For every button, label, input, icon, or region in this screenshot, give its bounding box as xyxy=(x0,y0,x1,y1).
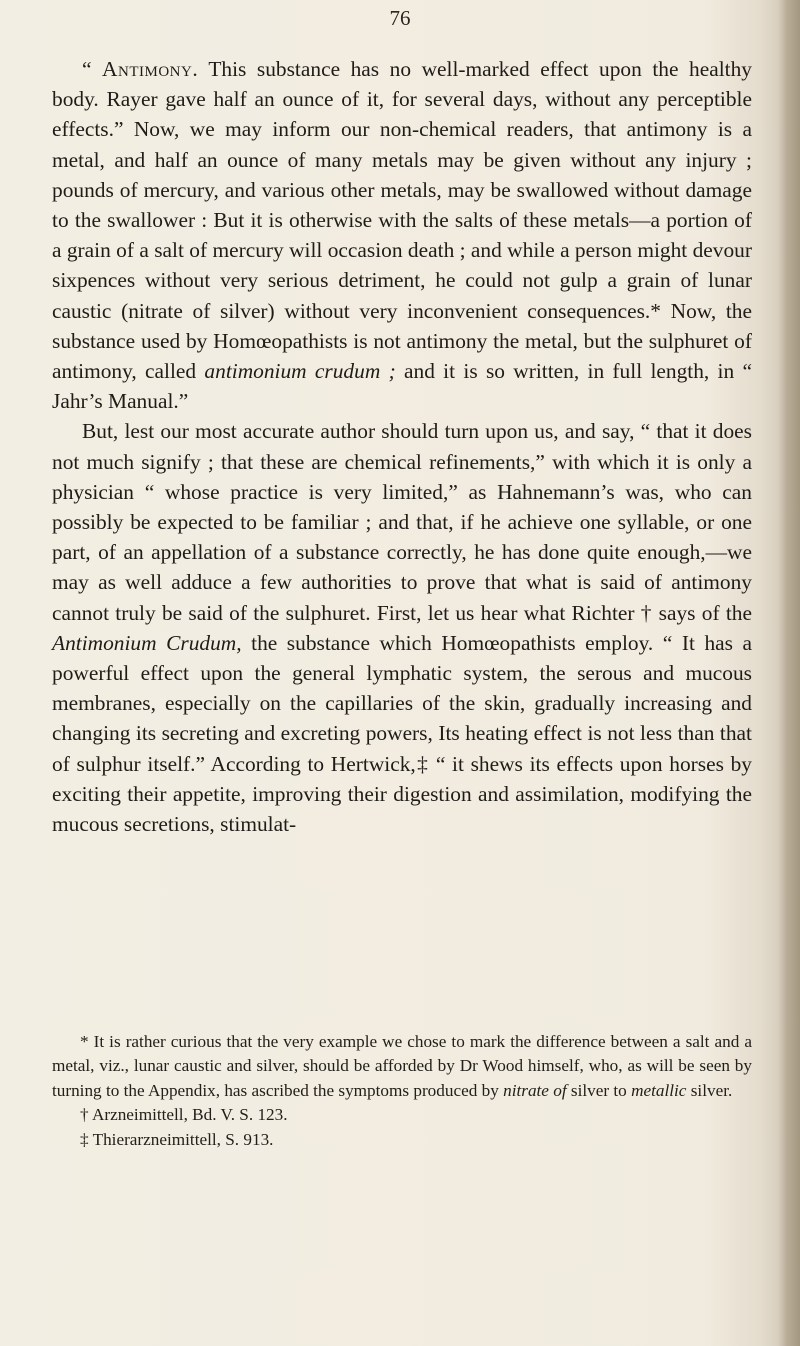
italic-term: Antimonium Crudum, xyxy=(52,630,242,655)
footnotes xyxy=(52,1030,752,1152)
open-quote: “ xyxy=(82,57,103,81)
footnote-double-dagger: ‡ Thierarzneimittell, S. 913. xyxy=(80,1129,274,1149)
footnote-text: silver. xyxy=(686,1080,733,1100)
italic-term: metallic xyxy=(631,1080,687,1100)
footnote-text: * It is rather curious that the very example we chose to mark the difference between a salt and a metal, viz., lunar caustic and silver, should be afforded by Dr Wood himself, who, as will be seen by turning to the Appendix, has ascribed the symptoms produced by xyxy=(52,1032,752,1100)
italic-term: antimonium crudum ; xyxy=(204,359,396,384)
paragraph-antimony xyxy=(52,54,752,416)
page-edge-shadow xyxy=(778,0,800,1346)
paragraph-text: But, lest our most accurate author should turn upon us, and say, “ that it does not much signify ; that these are chemical refinements,” with which it is only a physician “ whose practice is very limited,” as Hahnemann’s was, who can possibly be expected to be familiar ; and that, if he achieve one syllable, or one part, of an appellation of a substance correctly, he has done quite enough,—we may as well adduce a few authorities to prove that what is said of antimony cannot truly be said of the sulphuret. First, let us hear what Richter † says of the xyxy=(52,419,752,625)
paragraph-text: and it is so written, in full length, in “ Jahr’s Manual.” xyxy=(52,359,752,414)
page-number: 76 xyxy=(389,6,411,30)
paragraph-text: the substance which Homœopathists employ. “ It has a powerful effect upon the general lymphatic system, the serous and mucous membranes, especially on the capillaries of the skin, gradually increasing and changing its secreting and excreting powers, Its heating effect is not less than that of sulphur itself.” According to Hertwick,‡ “ it shews its effects upon horses by exciting their appetite, improving their digestion and assimilation, modifying the mucous secretions, stimulat- xyxy=(52,630,752,837)
footnote-dagger: † Arzneimittell, Bd. V. S. 123. xyxy=(80,1105,288,1125)
paragraph-text: This substance has no well-marked effect upon the healthy body. Rayer gave half an ounce of it, for several days, without any perceptible effects.” Now, we may inform our non-chemical readers, that antimony is a metal, and half an ounce of many metals may be given without any injury ; pounds of mercury, and various other metals, may be swallowed without damage to the swallower : But it is otherwise with the salts of these metals—a portion of a grain of a salt of mercury will occasion death ; and while a person might devour sixpences without very serious detriment, he could not gulp a grain of lunar caustic (nitrate of silver) without very inconvenient consequences.* Now, the substance used by Homœopathists is not antimony the metal, but the sulphuret of antimony, called xyxy=(52,57,753,384)
italic-term: nitrate of xyxy=(503,1080,567,1100)
main-text xyxy=(52,54,752,839)
footnote-star xyxy=(52,1030,752,1103)
paragraph-authorities xyxy=(52,416,752,839)
footnote-text: silver to xyxy=(566,1080,632,1100)
lead-word: Antimony. xyxy=(102,57,199,81)
